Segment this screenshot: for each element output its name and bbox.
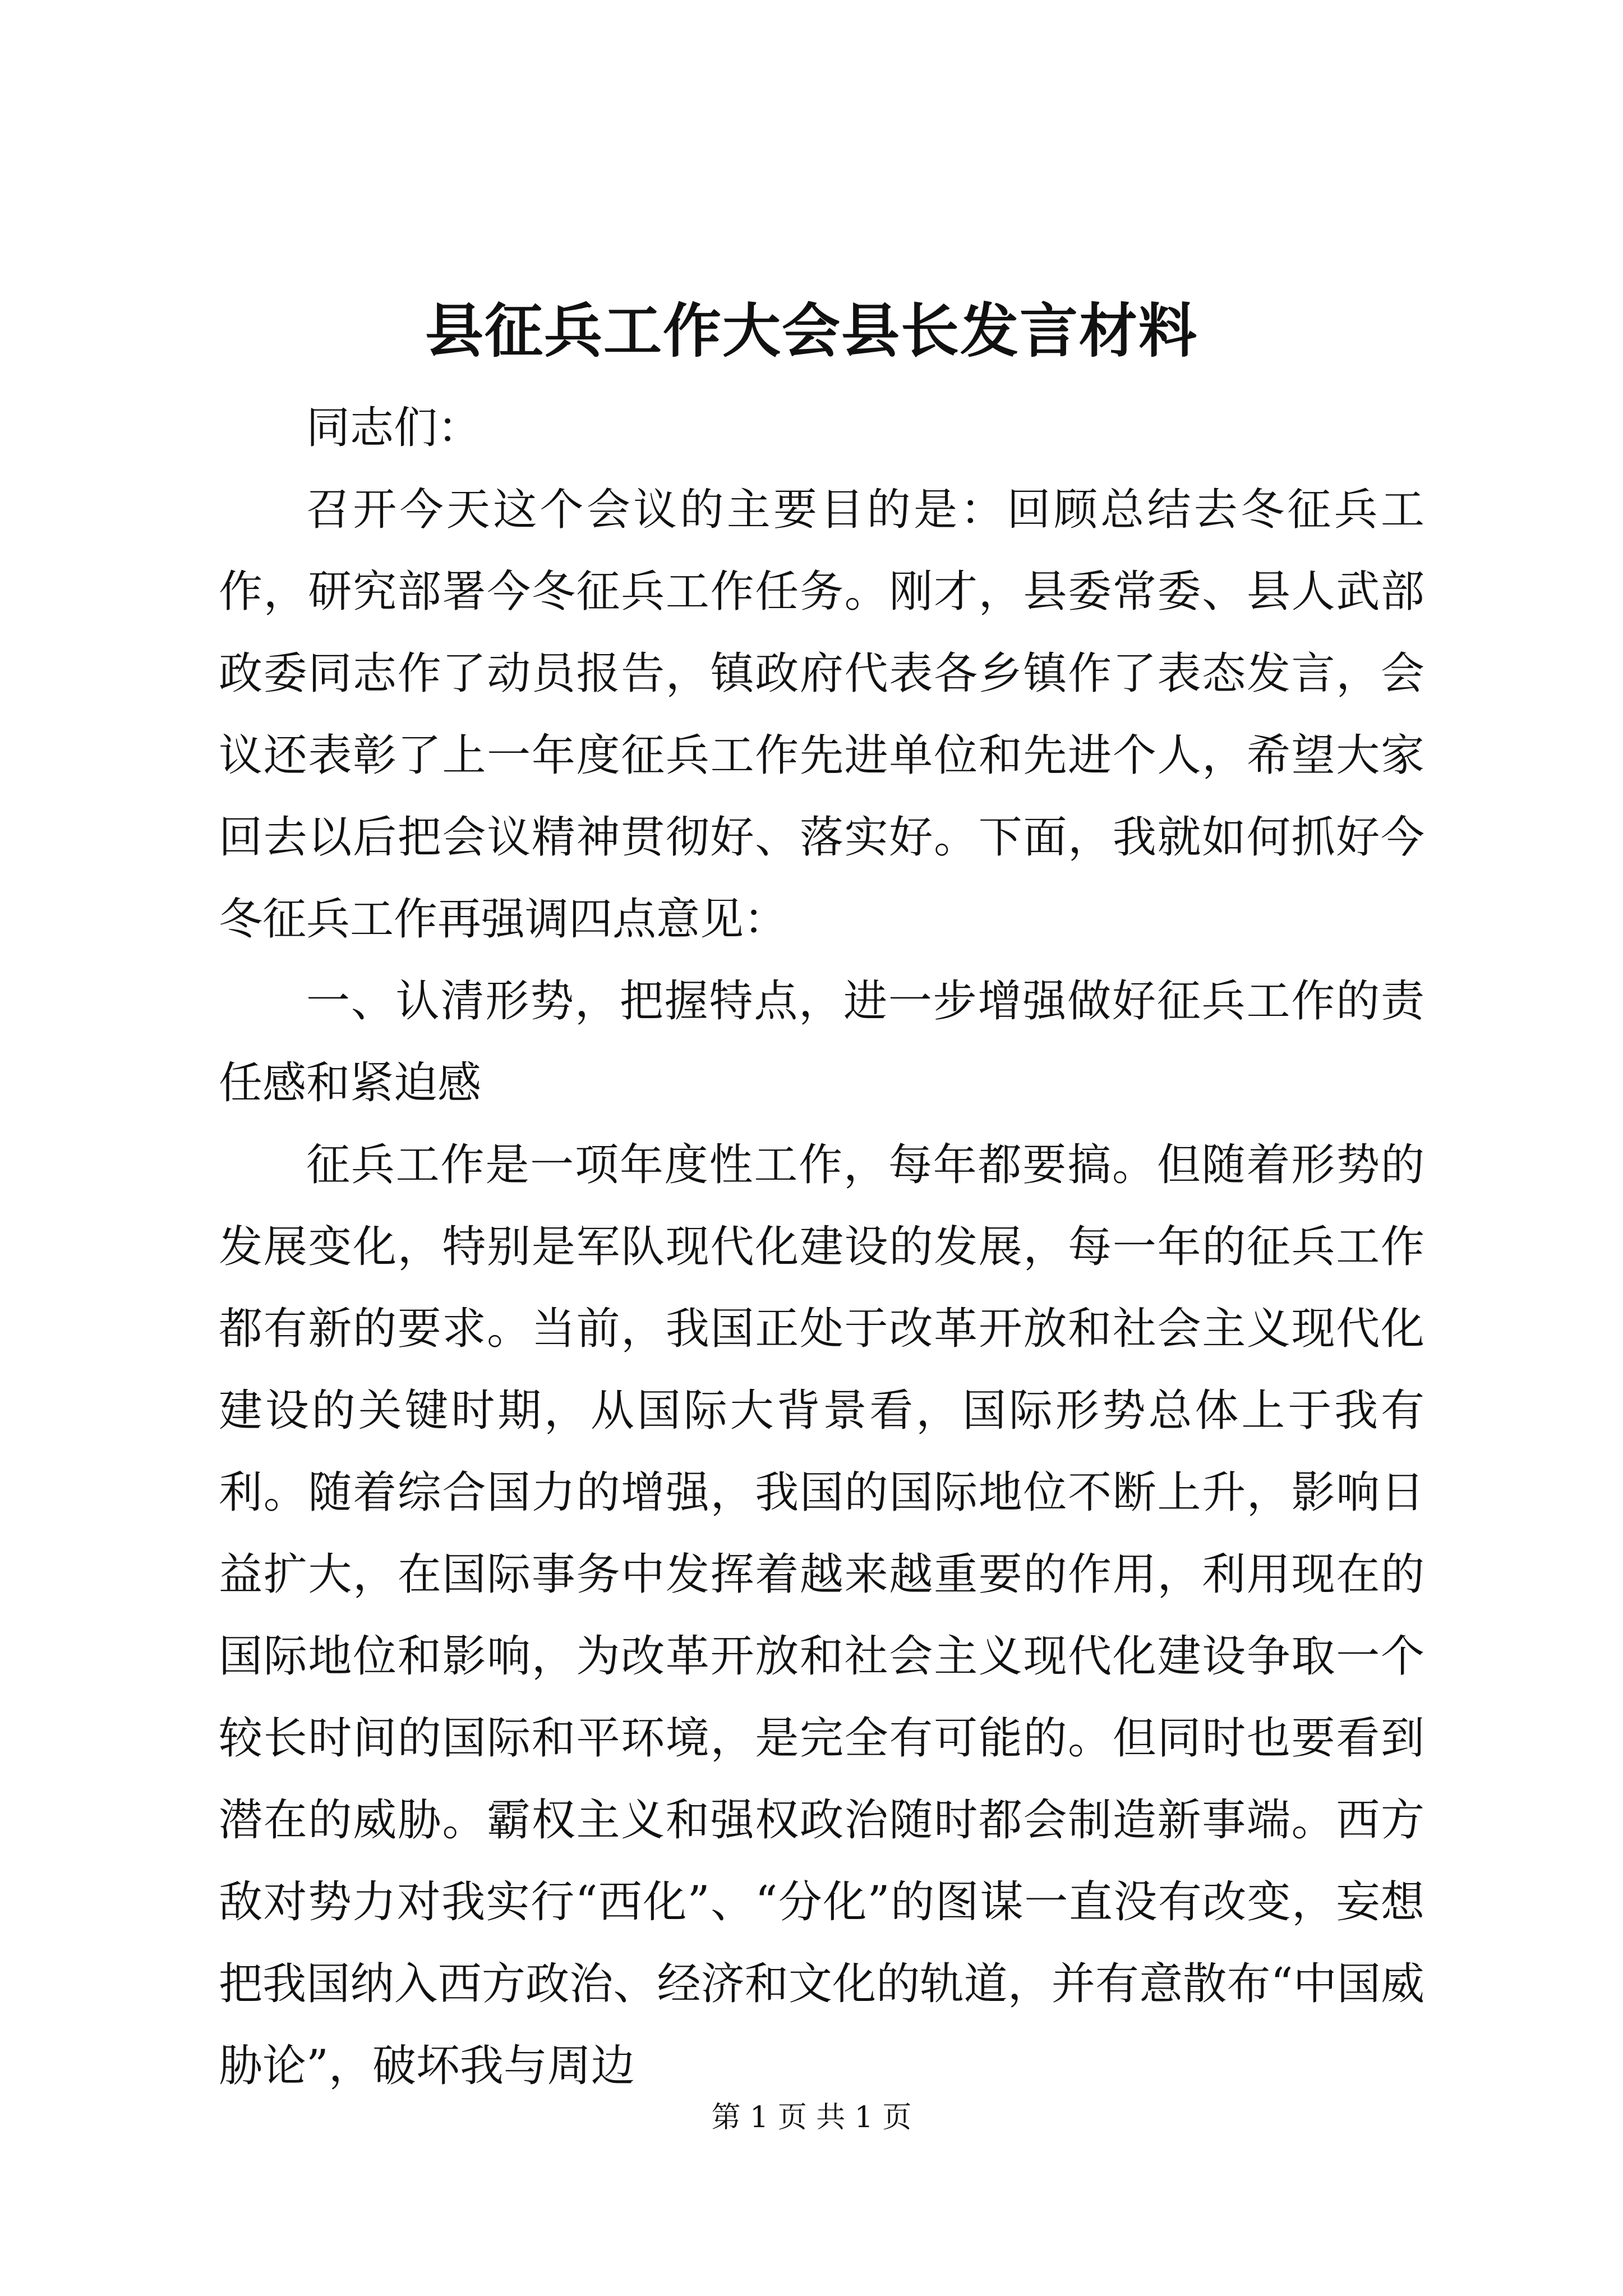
body-paragraph: 征兵工作是一项年度性工作，每年都要搞。但随着形势的发展变化，特别是军队现代化建设的发展，每一年的征兵工作都有新的要求。当前，我国正处于改革开放和社会主义现代化建设的关键时期，从国际大背景看，国际形势总体上于我有利。随着综合国力的增强，我国的国际地位不断上升，影响日益扩大，在国际事务中发挥着越来越重要的作用，利用现在的国际地位和影响，为改革开放和社会主义现代化建设争取一个较长时间的国际和平环境，是完全有可能的。但同时也要看到潜在的威胁。霸权主义和强权政治随时都会制造新事端。西方敌对势力对我实行“西化”、“分化”的图谋一直没有改变，妄想把我国纳入西方政治、经济和文化的轨道，并有意散布“中国威胁论”，破坏我与周边 — [219, 1140, 1424, 2091]
section-heading-paragraph: 一、认清形势，把握特点，进一步增强做好征兵工作的责任感和紧迫感 — [219, 976, 1424, 1108]
document-title: 县征兵工作大会县长发言材料 — [425, 296, 1198, 365]
page-footer: 第 1 页 共 1 页 — [711, 2101, 912, 2134]
document-body — [219, 387, 1424, 2107]
intro-paragraph: 召开今天这个会议的主要目的是：回顾总结去冬征兵工作，研究部署今冬征兵工作任务。刚才，县委常委、县人武部政委同志作了动员报告，镇政府代表各乡镇作了表态发言，会议还表彰了上一年度征兵工作先进单位和先进个人，希望大家回去以后把会议精神贯彻好、落实好。下面，我就如何抓好今冬征兵工作再强调四点意见： — [219, 485, 1424, 945]
salutation-paragraph: 同志们： — [306, 403, 482, 453]
